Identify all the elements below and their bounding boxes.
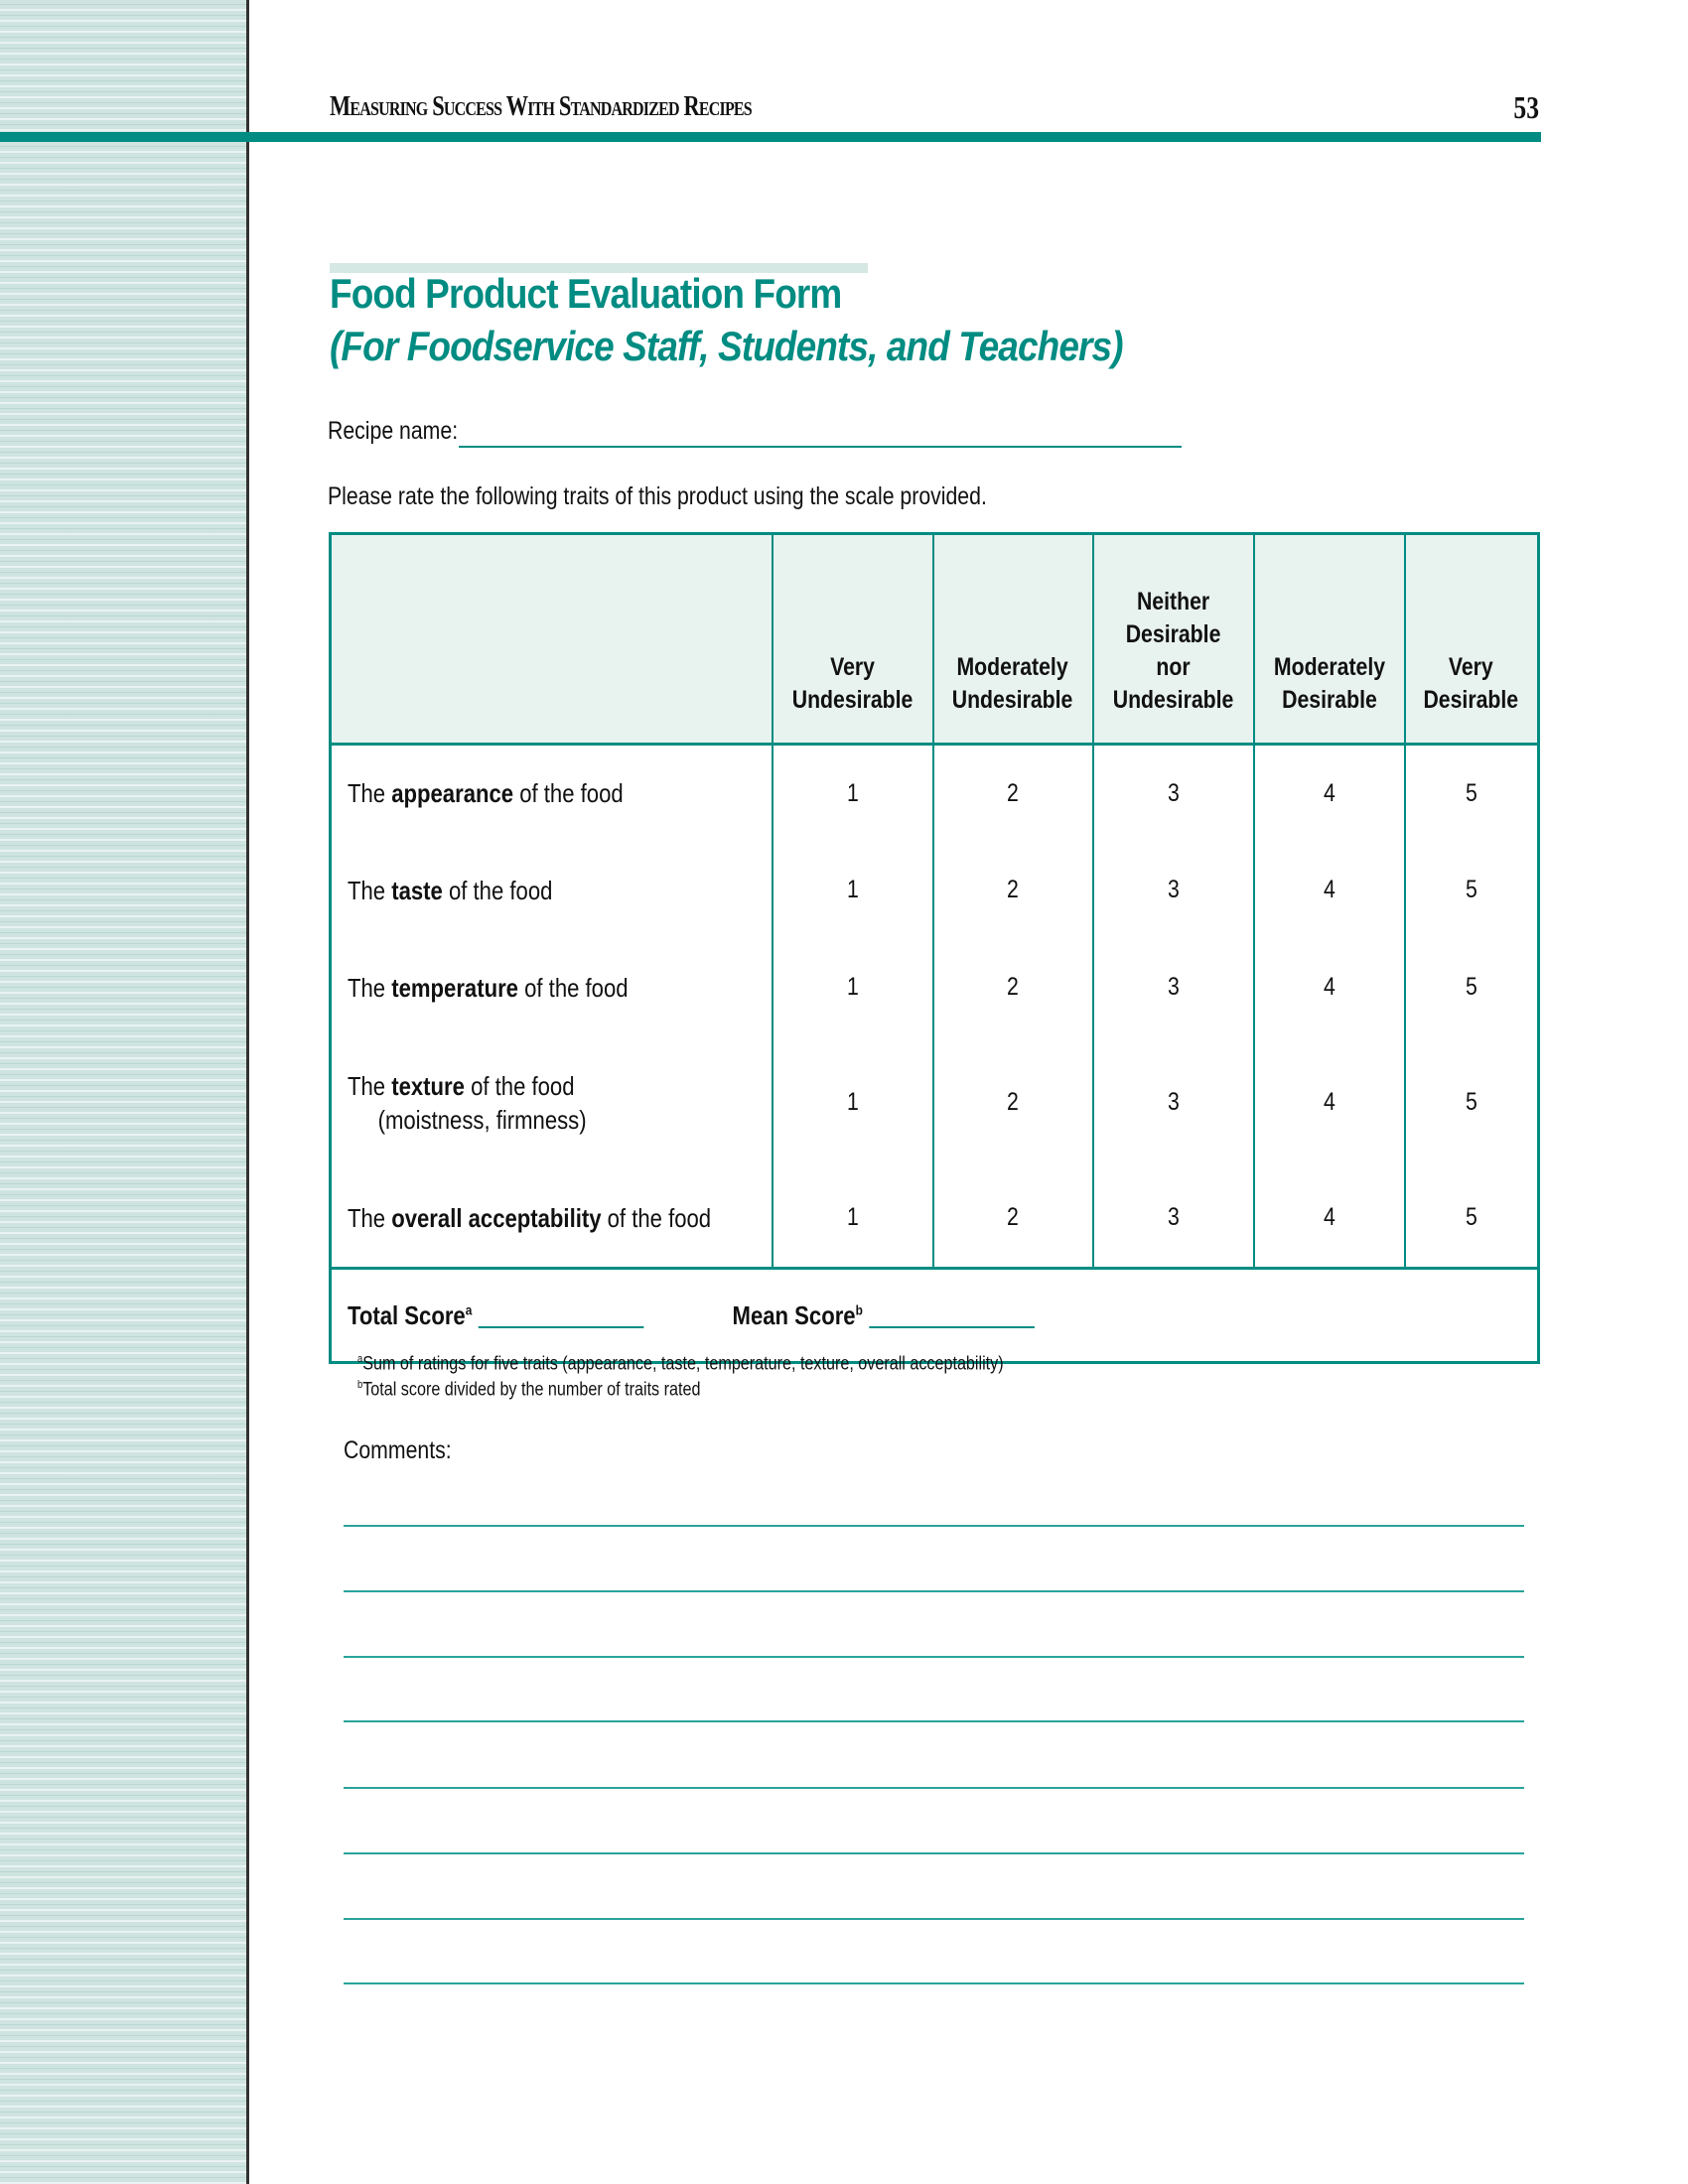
total-score-label: Total Score — [348, 1299, 466, 1330]
comments-label: Comments: — [344, 1436, 452, 1464]
rating-option[interactable]: 5 — [1405, 939, 1539, 1036]
mean-score-field[interactable] — [870, 1326, 1036, 1328]
comment-line[interactable] — [344, 1656, 1524, 1658]
comment-line[interactable] — [344, 1590, 1524, 1592]
column-header: Very Desirable — [1405, 534, 1539, 745]
footnote-b: $^b$Total score divided by the number of traits rated — [357, 1379, 701, 1401]
decorative-sidebar — [0, 0, 249, 2184]
trait-label: The overall acceptability of the food — [348, 1202, 712, 1233]
recipe-name-field[interactable] — [459, 446, 1182, 448]
column-header: Neither Desirable nor Undesirable — [1093, 534, 1254, 745]
total-score-footnote-mark: a — [465, 1300, 473, 1317]
rating-option[interactable]: 3 — [1093, 1169, 1254, 1269]
rating-option[interactable]: 4 — [1254, 745, 1405, 842]
rating-option[interactable]: 2 — [933, 939, 1093, 1036]
column-header: Moderately Desirable — [1254, 534, 1405, 745]
instructions: Please rate the following traits of this product using the scale provided. — [328, 482, 987, 510]
footnote-a: $^a$Sum of ratings for five traits (appearance, taste, temperature, texture, overall acceptability) — [357, 1353, 1004, 1375]
column-header: Very Undesirable — [773, 534, 933, 745]
rating-option[interactable]: 3 — [1093, 842, 1254, 939]
trait-label: The texture of the food (moistness, firmness) — [348, 1070, 587, 1135]
rating-option[interactable]: 1 — [773, 939, 933, 1036]
score-row — [331, 1269, 1539, 1363]
comment-line[interactable] — [344, 1852, 1524, 1854]
rating-table — [329, 532, 1540, 1364]
header-rule — [0, 132, 1541, 142]
comment-line[interactable] — [344, 1720, 1524, 1722]
form-subtitle: (For Foodservice Staff, Students, and Teachers) — [330, 323, 1123, 369]
rating-option[interactable]: 5 — [1405, 1169, 1539, 1269]
rating-option[interactable]: 4 — [1254, 939, 1405, 1036]
rating-option[interactable]: 5 — [1405, 1036, 1539, 1169]
rating-option[interactable]: 2 — [933, 1036, 1093, 1169]
rating-option[interactable]: 3 — [1093, 1036, 1254, 1169]
trait-label: The taste of the food — [348, 875, 553, 905]
table-row — [331, 842, 1539, 939]
rating-option[interactable]: 1 — [773, 1169, 933, 1269]
column-header: Moderately Undesirable — [933, 534, 1093, 745]
table-row — [331, 745, 1539, 842]
table-row — [331, 1169, 1539, 1269]
rating-option[interactable]: 1 — [773, 745, 933, 842]
rating-option[interactable]: 1 — [773, 842, 933, 939]
rating-option[interactable]: 5 — [1405, 842, 1539, 939]
comment-line[interactable] — [344, 1787, 1524, 1789]
rating-option[interactable]: 5 — [1405, 745, 1539, 842]
trait-label: The appearance of the food — [348, 778, 624, 809]
comment-line[interactable] — [344, 1982, 1524, 1984]
header-blank — [331, 534, 773, 745]
comment-line[interactable] — [344, 1525, 1524, 1527]
rating-option[interactable]: 2 — [933, 1169, 1093, 1269]
rating-option[interactable]: 2 — [933, 745, 1093, 842]
trait-label: The temperature of the food — [348, 972, 629, 1003]
rating-option[interactable]: 4 — [1254, 1169, 1405, 1269]
total-score-field[interactable] — [479, 1326, 644, 1328]
mean-score-footnote-mark: b — [855, 1300, 863, 1317]
rating-option[interactable]: 1 — [773, 1036, 933, 1169]
running-header: Measuring Success With Standardized Recipes — [330, 91, 752, 122]
rating-option[interactable]: 2 — [933, 842, 1093, 939]
rating-option[interactable]: 3 — [1093, 745, 1254, 842]
table-row — [331, 939, 1539, 1036]
rating-option[interactable]: 4 — [1254, 842, 1405, 939]
rating-option[interactable]: 3 — [1093, 939, 1254, 1036]
comment-line[interactable] — [344, 1918, 1524, 1920]
rating-option[interactable]: 4 — [1254, 1036, 1405, 1169]
page-number: 53 — [1513, 89, 1539, 125]
form-title: Food Product Evaluation Form — [330, 270, 842, 317]
table-row — [331, 1036, 1539, 1169]
recipe-name-label: Recipe name: — [328, 417, 459, 445]
mean-score-label: Mean Score — [732, 1299, 856, 1330]
